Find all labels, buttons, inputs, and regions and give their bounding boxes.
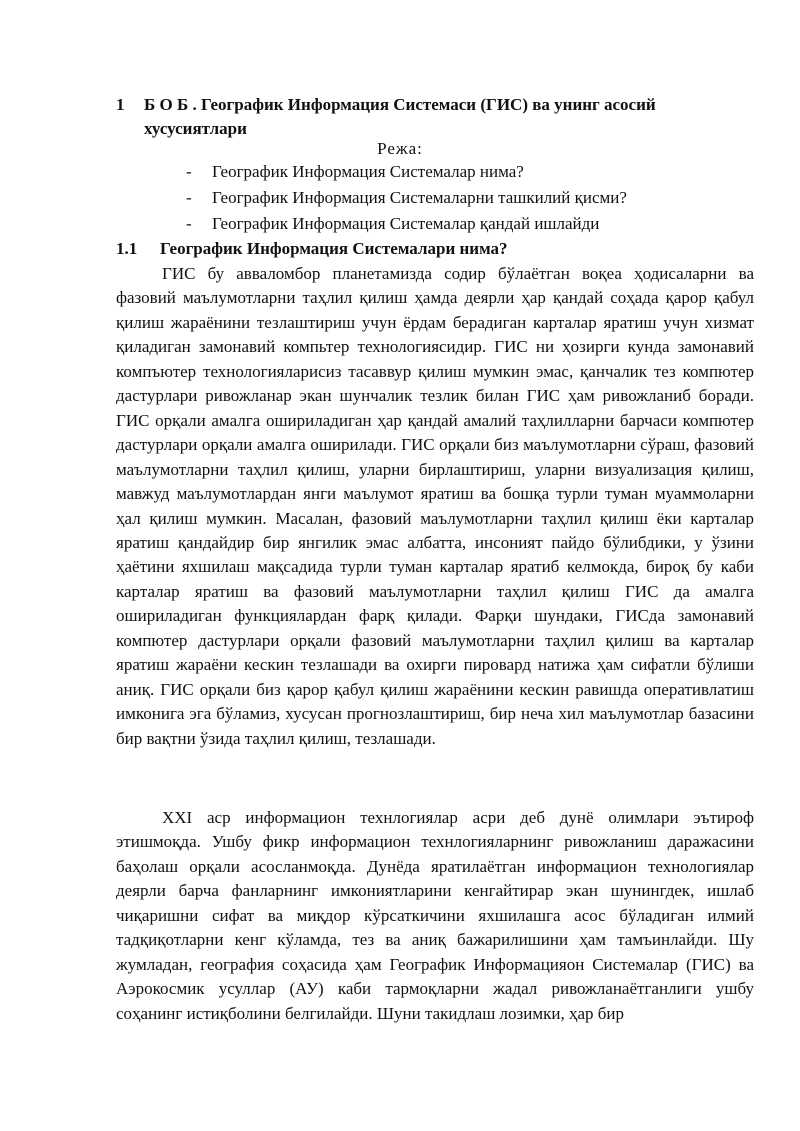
- body-paragraph: ГИС бу авваломбор планетамизда содир бўлаётган воқеа ҳодисаларни ва фазовий маълумотларни таҳлил қилиш ҳамда деярли ҳар қандай соҳада қарор қабул қилиш жараёнини тезлаштириш учун ёрдам берадиган карталар яратиш учун хизмат қиладиган замонавий компьтер технологиясидир. ГИС ни ҳозирги кунда замонавий компъютер технологияларисиз тасаввур қилиш мумкин эмас, қанчалик тез компютер дастурлари ривожланар экан шунчалик тезлик билан ГИС ҳам ривожланиб боради. ГИС орқали амалга ошириладиган ҳар қандай амалий таҳлилларни барчаси компютер дастурлари орқали амалга оширилади. ГИС орқали биз маълумотларни сўраш, фазовий маълумотларни таҳлил қилиш, уларни бирлаштириш, уларни визуализация қилиш, мавжуд маълумотлардан янги маълумот яратиш ва бошқа турли туман муаммоларни ҳал қилиш мумкин. Масалан, фазовий маълумотларни таҳлил қилиш ёки карталар яратиш қандайдир бир янгилик эмас албатта, инсоният пайдо бўлибдики, у ўзини ҳаётини яхшилаш мақсадида турли туман карталар яратиб келмокда, бироқ бу каби карталар яратиш ва фазовий маълумотларни таҳлил қилиш ГИС да амалга ошириладиган функциялардан фарқ қилади. Фарқи шундаки, ГИСда замонавий компютер дастурлари орқали фазовий маълумотларни таҳлил қилиш ва карталар яратиш жараёни кескин тезлашади ва охирги пировард натижа ҳам сифатли бўлиши аниқ. ГИС орқали биз қарор қабул қилиш жараёнини кескин равишда оперативлатиш имконига эга бўламиз, хусусан прогнозлаштириш, бир неча хил маълумотлар базасини бир вақтни ўзида таҳлил қилиш, тезлашади.: [116, 264, 754, 748]
- plan-item-text: Географик Информация Системалар нима?: [212, 162, 524, 181]
- body-paragraph: XXI аср информацион технлогиялар асри деб дунё олимлари эътироф этишмоқда. Ушбу фикр информацион технлогияларнинг ривожланиш даражасини баҳолаш орқали асосланмоқда. Дунёда яратилаётган информацион технологиялар деярли барча фанларнинг имкониятларини кенгайтирар экан шунингдек, ишлаб чиқаришни сифат ва миқдор кўрсаткичини яхшилашга асос бўладиган илмий тадқиқотларни кенг кўламда, тез ва аниқ бажарилишини ҳам тамъинлайди. Шу жумладан, география соҳасида ҳам Географик Информацияон Системалар (ГИС) ва Аэрокосмик усуллар (АУ) каби тармоқларни жадал ривожланаётганлиги ушбу соҳанинг истиқболини белгилайди. Шуни такидлаш лозимки, ҳар бир: [116, 808, 754, 1023]
- plan-heading: Режа:: [377, 139, 423, 158]
- section-number: 1.1: [116, 239, 138, 258]
- plan-item-text: Географик Информация Системаларни ташкилий қисми?: [212, 188, 627, 207]
- section-heading: [116, 237, 508, 261]
- chapter-number: 1: [116, 95, 125, 114]
- chapter-title: Б О Б . Географик Информация Системаси (ГИС) ва унинг асосий хусусиятлари: [144, 95, 656, 138]
- chapter-heading: [116, 93, 756, 141]
- section-title: Географик Информация Системалари нима?: [160, 239, 508, 258]
- plan-item: - Географик Информация Системалар нима?: [186, 162, 524, 181]
- plan-list: [186, 160, 627, 238]
- plan-item: - Географик Информация Системалар қандай ишлайди: [186, 214, 600, 233]
- plan-item-text: Географик Информация Системалар қандай ишлайди: [212, 214, 600, 233]
- plan-item: - Географик Информация Системаларни ташкилий қисми?: [186, 188, 627, 207]
